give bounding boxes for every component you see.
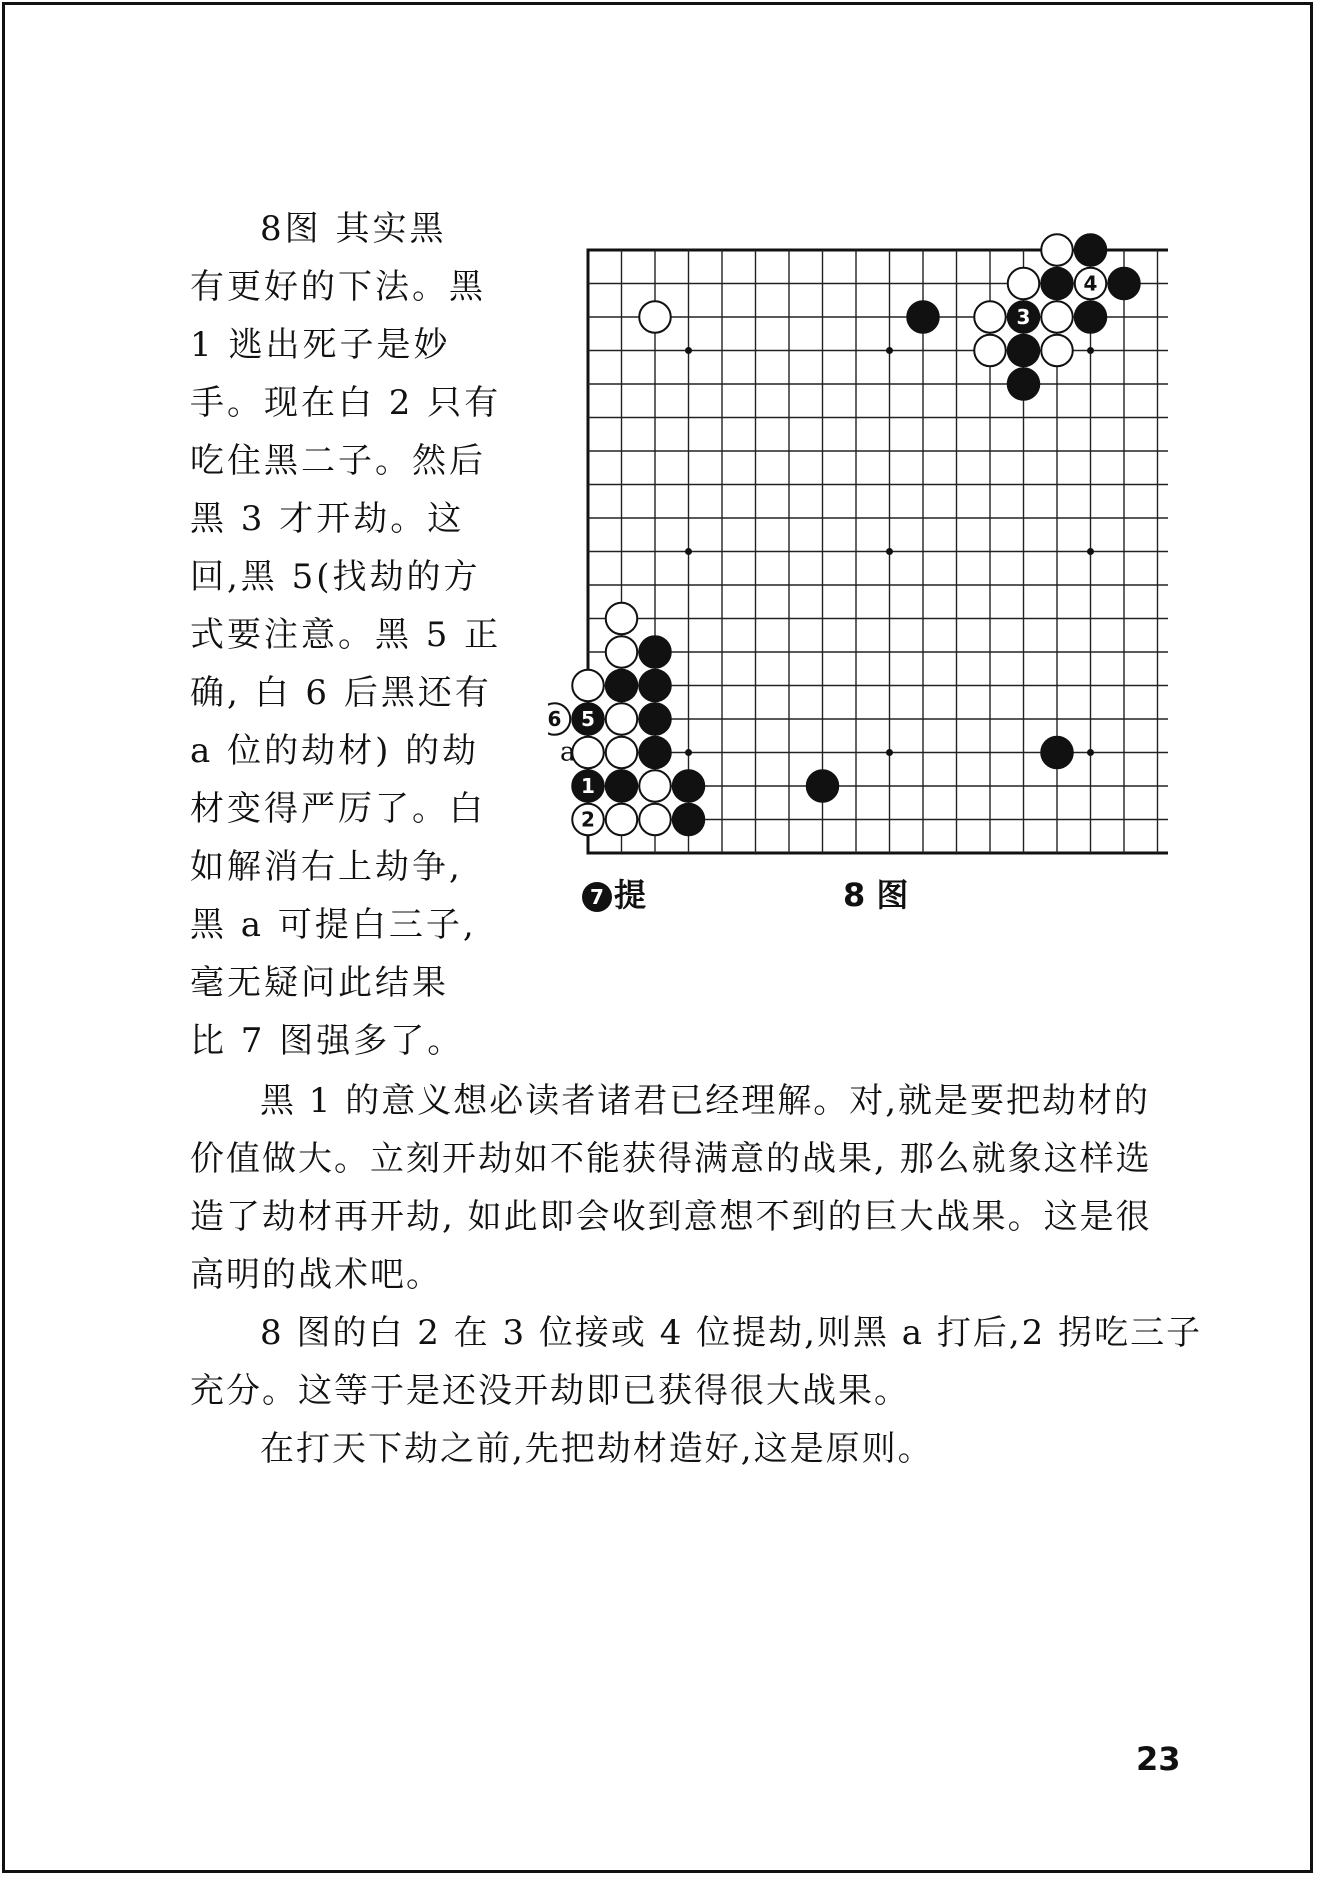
side-text-line: 手。现在白 2 只有 [190, 383, 502, 423]
paragraph-line: 充分。这等于是还没开劫即已获得很大战果。 [190, 1371, 910, 1411]
black-stone [1041, 268, 1073, 300]
diagram-caption-right: 8 图 [843, 876, 909, 914]
go-board-diagram [548, 220, 1168, 860]
black-stone [1041, 737, 1073, 769]
side-text-line: 吃住黑二子。然后 [190, 441, 486, 481]
black-stone [639, 737, 671, 769]
paragraph-line: 黑 1 的意义想必读者诸君已经理解。对,就是要把劫材的 [260, 1081, 1151, 1121]
black-stone [1008, 368, 1040, 400]
side-text-line: 1 逃出死子是妙 [190, 325, 451, 365]
white-stone [639, 804, 671, 836]
paragraph-line: 价值做大。立刻开劫如不能获得满意的战果, 那么就象这样选 [190, 1139, 1152, 1179]
side-text-line: 黑 a 可提白三子, [190, 905, 477, 945]
star-point [886, 749, 893, 756]
side-text [190, 200, 502, 1070]
star-point [685, 347, 692, 354]
black-stone [639, 670, 671, 702]
paragraph-3 [190, 1420, 1190, 1478]
black-stone [1075, 301, 1107, 333]
side-text-line: 比 7 图强多了。 [190, 1021, 465, 1061]
white-stone [974, 301, 1006, 333]
side-text-line: 如解消右上劫争, [190, 847, 463, 887]
white-stone [639, 301, 671, 333]
white-stone [606, 703, 638, 735]
black-stone [907, 301, 939, 333]
black-stone [807, 770, 839, 802]
white-stone [606, 737, 638, 769]
white-stone [606, 804, 638, 836]
stone-move-number: 3 [1016, 305, 1031, 329]
side-text-line: 材变得严厉了。白 [190, 789, 486, 829]
paragraph-line: 高明的战术吧。 [190, 1255, 442, 1295]
stone-move-number: 1 [581, 774, 595, 798]
white-stone [572, 670, 604, 702]
caption-left-text: 提 [614, 876, 647, 914]
stone-move-number: 6 [548, 707, 562, 731]
star-point [685, 749, 692, 756]
star-point [1087, 347, 1094, 354]
paragraph-line: 8 图的白 2 在 3 位接或 4 位提劫,则黑 a 打后,2 拐吃三子 [260, 1313, 1203, 1353]
star-point [886, 548, 893, 555]
side-text-line: 毫无疑问此结果 [190, 963, 449, 1003]
point-label-a: a [560, 737, 576, 768]
black-stone [606, 670, 638, 702]
diagram-caption-left [582, 870, 646, 916]
star-point [1087, 749, 1094, 756]
black-stone [639, 636, 671, 668]
black-stone [1108, 268, 1140, 300]
stone-move-number: 2 [581, 807, 595, 832]
paragraph-1 [190, 1072, 1190, 1304]
black-stone [1075, 234, 1107, 266]
black-stone [1008, 335, 1040, 367]
black-stone [639, 703, 671, 735]
white-stone [606, 603, 638, 635]
stone-move-number: 4 [1083, 271, 1098, 296]
page-number: 23 [1136, 1740, 1181, 1778]
white-stone [639, 770, 671, 802]
side-text-line: 确, 白 6 后黑还有 [190, 673, 492, 713]
side-text-line: 8图 其实黑 [260, 209, 447, 249]
black-stone-icon: 7 [582, 882, 612, 912]
white-stone [1041, 234, 1073, 266]
white-stone [974, 335, 1006, 367]
paragraph-2 [190, 1304, 1203, 1420]
white-stone [1041, 301, 1073, 333]
star-point [685, 548, 692, 555]
paragraph-line: 造了劫材再开劫, 如此即会收到意想不到的巨大战果。这是很 [190, 1197, 1152, 1237]
white-stone [1041, 335, 1073, 367]
side-text-line: 有更好的下法。黑 [190, 267, 486, 307]
paragraph-line: 在打天下劫之前,先把劫材造好,这是原则。 [260, 1429, 934, 1469]
black-stone [673, 804, 705, 836]
black-stone [606, 770, 638, 802]
side-text-line: a 位的劫材) 的劫 [190, 731, 480, 771]
star-point [1087, 548, 1094, 555]
white-stone [606, 636, 638, 668]
side-text-line: 黑 3 才开劫。这 [190, 499, 465, 539]
black-stone [673, 770, 705, 802]
white-stone [1008, 268, 1040, 300]
star-point [886, 347, 893, 354]
side-text-line: 回,黑 5(找劫的方 [190, 557, 481, 597]
side-text-line: 式要注意。黑 5 正 [190, 615, 502, 655]
stone-move-number: 5 [581, 707, 595, 731]
white-stone [572, 737, 604, 769]
